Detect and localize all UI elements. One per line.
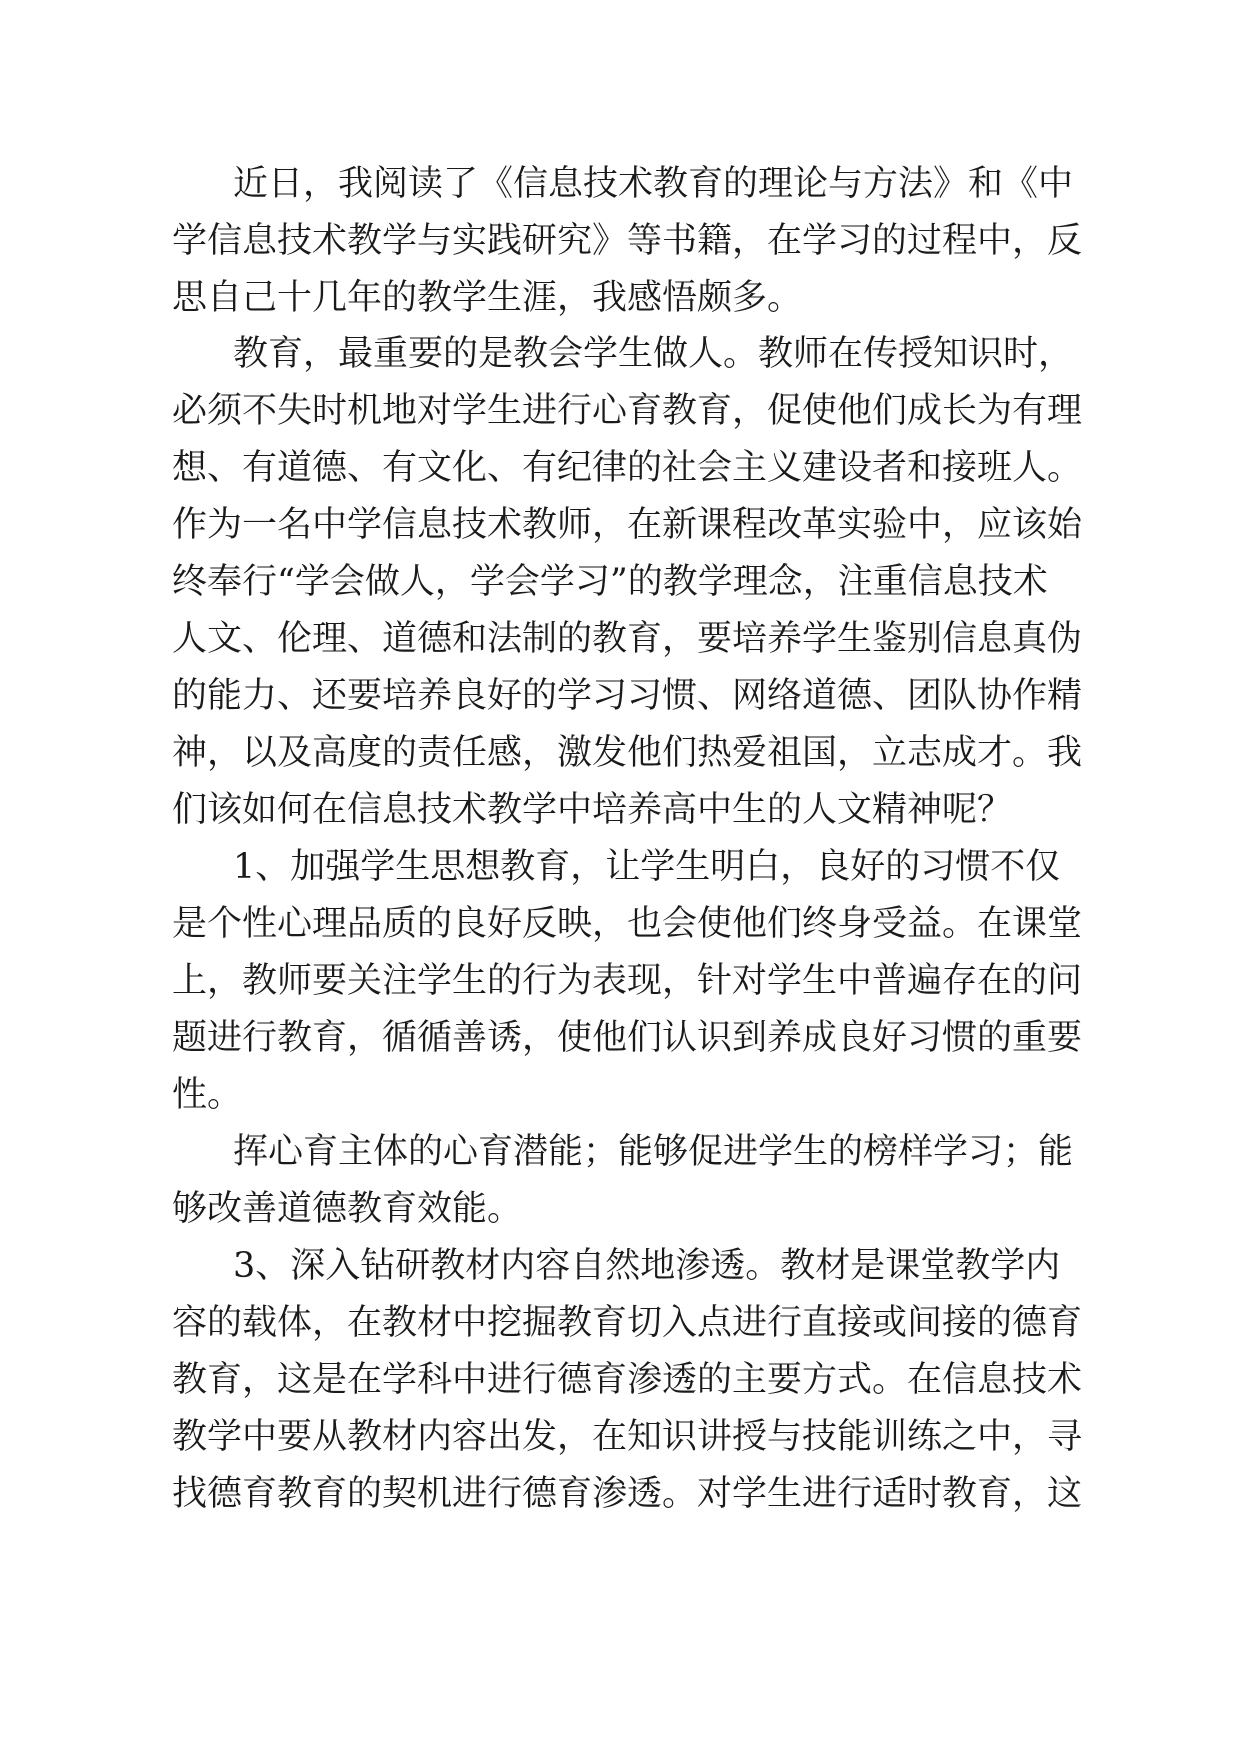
text-line (0, 553, 1241, 611)
text-line (0, 781, 1241, 839)
line-text: 近日，我阅读了《信息技术教育的理论与方法》和《中 (233, 164, 1074, 204)
text-line (0, 1066, 1241, 1124)
text-line (0, 382, 1241, 440)
line-text: 容的载体，在教材中挖掘教育切入点进行直接或间接的德育 (172, 1303, 1083, 1343)
text-line (0, 269, 1241, 327)
line-text: 学信息技术教学与实践研究》等书籍，在学习的过程中，反 (172, 221, 1083, 261)
line-text: 教育，最重要的是教会学生做人。教师在传授知识时， (233, 334, 1074, 374)
line-text: 必须不失时机地对学生进行心育教育，促使他们成长为有理 (172, 391, 1083, 431)
line-text: 思自己十几年的教学生涯，我感悟颇多。 (172, 278, 803, 318)
text-line (0, 1408, 1241, 1466)
text-line (0, 895, 1241, 953)
line-text: 们该如何在信息技术教学中培养高中生的人文精神呢？ (172, 790, 1013, 830)
line-text: 作为一名中学信息技术教师，在新课程改革实验中，应该始 (172, 505, 1083, 545)
text-line (0, 838, 1241, 896)
text-line (0, 1294, 1241, 1352)
line-text: 教学中要从教材内容出发，在知识讲授与技能训练之中，寻 (172, 1417, 1083, 1457)
text-line (0, 496, 1241, 554)
text-line (0, 1123, 1241, 1181)
line-text: 想、有道德、有文化、有纪律的社会主义建设者和接班人。 (172, 448, 1083, 488)
line-text: 1、加强学生思想教育，让学生明白，良好的习惯不仅 (233, 847, 1061, 887)
line-text: 神，以及高度的责任感，激发他们热爱祖国，立志成才。我 (172, 733, 1083, 773)
line-text: 够改善道德教育效能。 (172, 1189, 523, 1229)
text-line (0, 1009, 1241, 1067)
line-text: 上，教师要关注学生的行为表现，针对学生中普遍存在的问 (172, 961, 1083, 1001)
line-text: 的能力、还要培养良好的学习习惯、网络道德、团队协作精 (172, 676, 1083, 716)
text-line (0, 439, 1241, 497)
line-text: 终奉行“学会做人，学会学习”的教学理念，注重信息技术 (172, 562, 1048, 602)
line-text: 性。 (172, 1075, 243, 1115)
line-text: 找德育教育的契机进行德育渗透。对学生进行适时教育，这 (172, 1474, 1083, 1514)
line-text: 挥心育主体的心育潜能；能够促进学生的榜样学习；能 (233, 1132, 1074, 1172)
text-line (0, 155, 1241, 213)
text-line (0, 1237, 1241, 1295)
line-text: 人文、伦理、道德和法制的教育，要培养学生鉴别信息真伪 (172, 619, 1083, 659)
text-line (0, 610, 1241, 668)
line-text: 题进行教育，循循善诱，使他们认识到养成良好习惯的重要 (172, 1018, 1083, 1058)
line-text: 教育，这是在学科中进行德育渗透的主要方式。在信息技术 (172, 1360, 1083, 1400)
text-line (0, 1180, 1241, 1238)
text-line (0, 667, 1241, 725)
line-text: 是个性心理品质的良好反映，也会使他们终身受益。在课堂 (172, 904, 1083, 944)
text-line (0, 724, 1241, 782)
text-line (0, 212, 1241, 270)
text-line (0, 1465, 1241, 1523)
text-line (0, 952, 1241, 1010)
text-line (0, 325, 1241, 383)
text-line (0, 1351, 1241, 1409)
line-text: 3、深入钻研教材内容自然地渗透。教材是课堂教学内 (233, 1246, 1061, 1286)
